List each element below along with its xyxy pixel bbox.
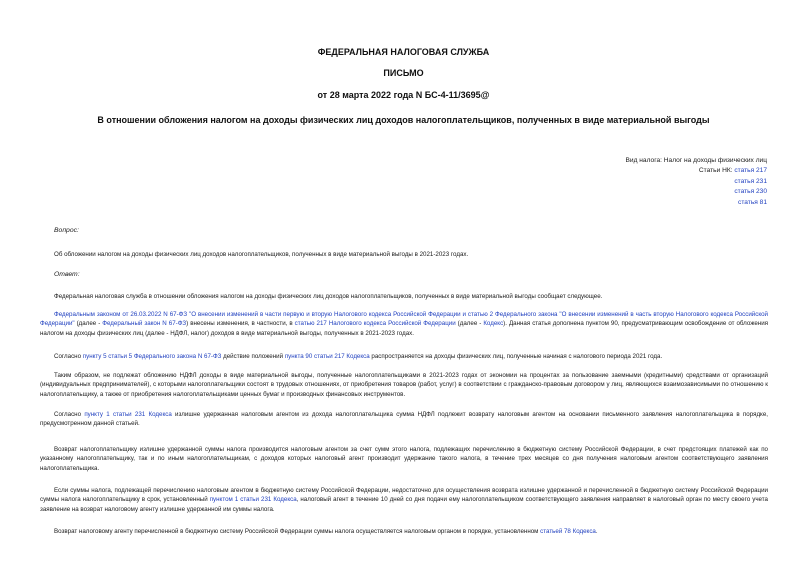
art78-link[interactable]: статьей 78 Кодекса: [540, 528, 596, 535]
paragraph-1: Федеральная налоговая служба в отношении обложения налогом на доходы физических лиц доходов налогоплательщиков, полученных в виде материальной выгоды сообщает следующее.: [54, 293, 603, 300]
article-link-231[interactable]: статья 231: [734, 177, 767, 185]
paragraph-6: Возврат налогоплательщику излишне удержанной суммы налога производится налоговым агентом за счет сумм этого налога, подлежащих перечислению в бюджетную систему Российской Федерации, в счет предстоящих платежей как по указанному налогоплательщику, так и по иным налогоплательщикам, с доходов которых налоговый агент производит удержание такого налога, в течение трех месяцев со дня получения налоговым агентом соответствующего заявления налогоплательщика.: [40, 446, 768, 472]
articles-label: Статьи НК:: [698, 167, 733, 175]
question-text: Об обложении налогом на доходы физических лиц доходов налогоплательщиков, полученных в виде материальной выгоды в 2021-2023 годах.: [54, 251, 469, 258]
law-67fz-link[interactable]: Федеральным законом от 26.03.2022 N 67-ФЗ "О внесении изменений в части первую и вторую Налогового кодекса Российской Федерации и статью 2 Федерального закона "О внесении изменений в часть вторую Налогового кодекса Российской Федерации": [40, 311, 768, 328]
answer-label: Ответ:: [54, 271, 80, 278]
article-217-nk-link[interactable]: статью 217 Налогового кодекса Российской Федерации: [294, 320, 456, 328]
question-label: Вопрос:: [54, 227, 79, 234]
paragraph-5: Согласно пункту 1 статьи 231 Кодекса излишне удержанная налоговым агентом из дохода налогоплательщика сумма НДФЛ подлежит возврату налоговым агентом на основании письменного заявления налогоплательщика в порядке, предусмотренном данной статьей.: [40, 411, 768, 428]
paragraph-8: Возврат налоговому агенту перечисленной в бюджетную систему Российской Федерации суммы налога осуществляется налоговым органом в порядке, установленном статьей 78 Кодекса.: [54, 528, 598, 535]
doc-subject: В отношении обложения налогом на доходы физических лиц доходов налогоплательщиков, полученных в виде материальной выгоды: [97, 115, 710, 125]
article-link-81[interactable]: статья 81: [738, 198, 767, 206]
meta-block: [626, 156, 767, 208]
paragraph-3: Согласно пункту 5 статьи 5 Федерального закона N 67-ФЗ действие положений пункта 90 статьи 217 Кодекса распространяется на доходы физических лиц, полученные начиная с налогового периода 2021 года.: [54, 353, 663, 360]
paragraph-7: Если суммы налога, подлежащей перечислению налоговым агентом в бюджетную систему Российской Федерации, недостаточно для осуществления возврата излишне удержанной и перечисленной в бюджетную систему Российской Федерации суммы налога налогоплательщику в срок, установленный пунктом 1 статьи 231 Кодекса, налоговый агент в течение 10 дней со дня подачи ему налогоплательщиком соответствующего заявления направляет в налоговый орган по месту своего учета заявление на возврат налоговому агенту излишне удержанной им суммы налога.: [40, 487, 768, 513]
kodeks-link[interactable]: Кодекс: [483, 320, 504, 328]
agency-title: ФЕДЕРАЛЬНАЯ НАЛОГОВАЯ СЛУЖБА: [317, 47, 490, 57]
paragraph-2: Федеральным законом от 26.03.2022 N 67-ФЗ "О внесении изменений в части первую и вторую Налогового кодекса Российской Федерации и статью 2 Федерального закона "О внесении изменений в часть вторую Налогового кодекса Российской Федерации" (далее - Федеральный закон N 67-ФЗ) внесены изменения, в частности, в статью 217 Налогового кодекса Российской Федерации (далее - Кодекс). Данная статья дополнена пунктом 90, предусматривающим освобождение от обложения налогом на доходы физических лиц (далее - НДФЛ, налог) доходов в виде материальной выгоды, полученных в 2021-2023 годах.: [40, 311, 769, 337]
tax-type: Вид налога: Налог на доходы физических лиц: [625, 157, 767, 164]
article-link-217[interactable]: статья 217: [734, 167, 767, 175]
p5-art5-law-link[interactable]: пункту 5 статьи 5 Федерального закона N 67-ФЗ: [82, 353, 222, 360]
doc-type: ПИСЬМО: [383, 68, 424, 78]
articles-row: [626, 166, 767, 176]
p1-art231-link[interactable]: пункту 1 статьи 231 Кодекса: [84, 411, 172, 418]
law-67fz-short-link[interactable]: Федеральный закон N 67-ФЗ: [102, 320, 187, 328]
p1-art231-link-2[interactable]: пунктом 1 статьи 231 Кодекса: [209, 496, 297, 504]
doc-date-number: от 28 марта 2022 года N БС-4-11/3695@: [317, 90, 490, 100]
article-link-230[interactable]: статья 230: [734, 188, 767, 196]
p90-art217-link[interactable]: пункта 90 статьи 217 Кодекса: [284, 353, 370, 360]
paragraph-4: Таким образом, не подлежат обложению НДФЛ доходы в виде материальной выгоды, полученные налогоплательщиками в 2021-2023 годах от экономии на процентах за пользование заемными (кредитными) средствами от организаций (индивидуальных предпринимателей), с которыми налогоплательщики состоят в трудовых отношениях, от приобретения товаров (работ, услуг) в соответствии с гражданско-правовым договором у лиц, являющихся взаимозависимыми по отношению к налогоплательщику, а также от приобретения налогоплательщиками ценных бумаг и производных финансовых инструментов.: [40, 372, 768, 398]
